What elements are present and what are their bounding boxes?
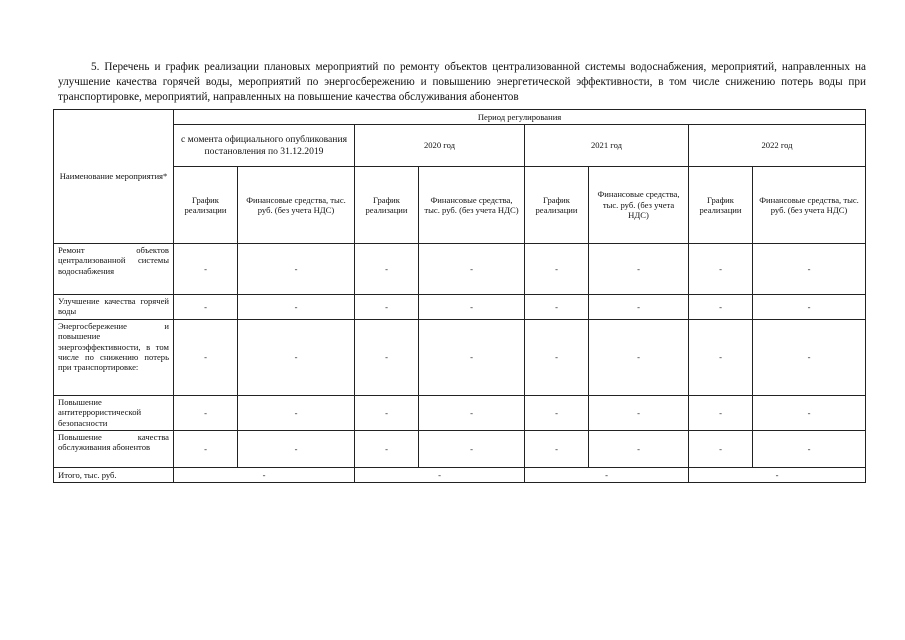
table-cell: - — [355, 295, 419, 320]
table-cell: - — [525, 295, 589, 320]
period-header: Период регулирования — [174, 110, 866, 125]
total-cell: - — [525, 468, 689, 483]
table-cell: - — [238, 320, 355, 396]
table-cell: - — [238, 295, 355, 320]
table-cell: - — [589, 431, 689, 468]
table-cell: - — [355, 431, 419, 468]
table-cell: - — [753, 295, 866, 320]
table-row — [54, 295, 866, 320]
table-row — [54, 431, 866, 468]
table-cell: - — [753, 320, 866, 396]
subheader-funds: Финансовые средства, тыс. руб. (без учета НДС) — [753, 167, 866, 244]
table-cell: - — [525, 396, 589, 431]
table-cell: - — [419, 320, 525, 396]
table-cell: - — [689, 244, 753, 295]
total-cell: - — [355, 468, 525, 483]
table-cell: - — [525, 320, 589, 396]
period-header-2022: 2022 год — [689, 125, 866, 167]
table-cell: - — [525, 431, 589, 468]
table-cell: - — [238, 396, 355, 431]
row-name: Повышение антитеррористической безопасности — [54, 396, 174, 431]
table-cell: - — [174, 244, 238, 295]
subheader-schedule: График реализации — [689, 167, 753, 244]
table-row — [54, 396, 866, 431]
table-cell: - — [238, 244, 355, 295]
table-cell: - — [589, 396, 689, 431]
table-cell: - — [589, 295, 689, 320]
row-name: Ремонт объектов централизованной системы водоснабжения — [54, 244, 174, 295]
table-cell: - — [689, 320, 753, 396]
section-title: 5. Перечень и график реализации плановых мероприятий по ремонту объектов централизованной системы водоснабжения, мероприятий, направленных на улучшение качества горячей воды, мероприятий по энергосбережению и повышению энергетической эффективности, в том числе снижению потерь воды при транспортировке, мероприятий, направленных на повышение качества обслуживания абонентов — [58, 61, 866, 103]
table-row — [54, 244, 866, 295]
table-row — [54, 320, 866, 396]
subheader-funds: Финансовые средства, тыс. руб. (без учета НДС) — [589, 167, 689, 244]
table-cell: - — [174, 320, 238, 396]
table-cell: - — [419, 396, 525, 431]
table-cell: - — [174, 431, 238, 468]
name-column-header: Наименование мероприятия* — [54, 110, 174, 244]
table-cell: - — [355, 320, 419, 396]
table-cell: - — [689, 431, 753, 468]
table-cell: - — [174, 295, 238, 320]
table-cell: - — [355, 396, 419, 431]
table-cell: - — [525, 244, 589, 295]
row-name: Энергосбережение и повышение энергоэффективности, в том числе по снижению потерь при транспортировке: — [54, 320, 174, 396]
period-header-initial: с момента официального опубликования постановления по 31.12.2019 — [174, 125, 355, 167]
table-cell: - — [689, 295, 753, 320]
subheader-schedule: График реализации — [525, 167, 589, 244]
period-header-2020: 2020 год — [355, 125, 525, 167]
table-cell: - — [689, 396, 753, 431]
table-cell: - — [589, 320, 689, 396]
subheader-schedule: График реализации — [174, 167, 238, 244]
table-cell: - — [238, 431, 355, 468]
total-cell: - — [689, 468, 866, 483]
total-row — [54, 468, 866, 483]
table-cell: - — [419, 295, 525, 320]
subheader-schedule: График реализации — [355, 167, 419, 244]
table-cell: - — [589, 244, 689, 295]
table-cell: - — [753, 431, 866, 468]
period-header-2021: 2021 год — [525, 125, 689, 167]
table-cell: - — [355, 244, 419, 295]
subheader-funds: Финансовые средства, тыс. руб. (без учета НДС) — [238, 167, 355, 244]
row-name: Повышение качества обслуживания абонентов — [54, 431, 174, 468]
row-name: Улучшение качества горячей воды — [54, 295, 174, 320]
table-cell: - — [753, 396, 866, 431]
table-cell: - — [753, 244, 866, 295]
total-label: Итого, тыс. руб. — [54, 468, 174, 483]
table-cell: - — [419, 431, 525, 468]
table-cell: - — [419, 244, 525, 295]
measures-table — [53, 109, 866, 483]
total-cell: - — [174, 468, 355, 483]
subheader-funds: Финансовые средства, тыс. руб. (без учета НДС) — [419, 167, 525, 244]
table-cell: - — [174, 396, 238, 431]
